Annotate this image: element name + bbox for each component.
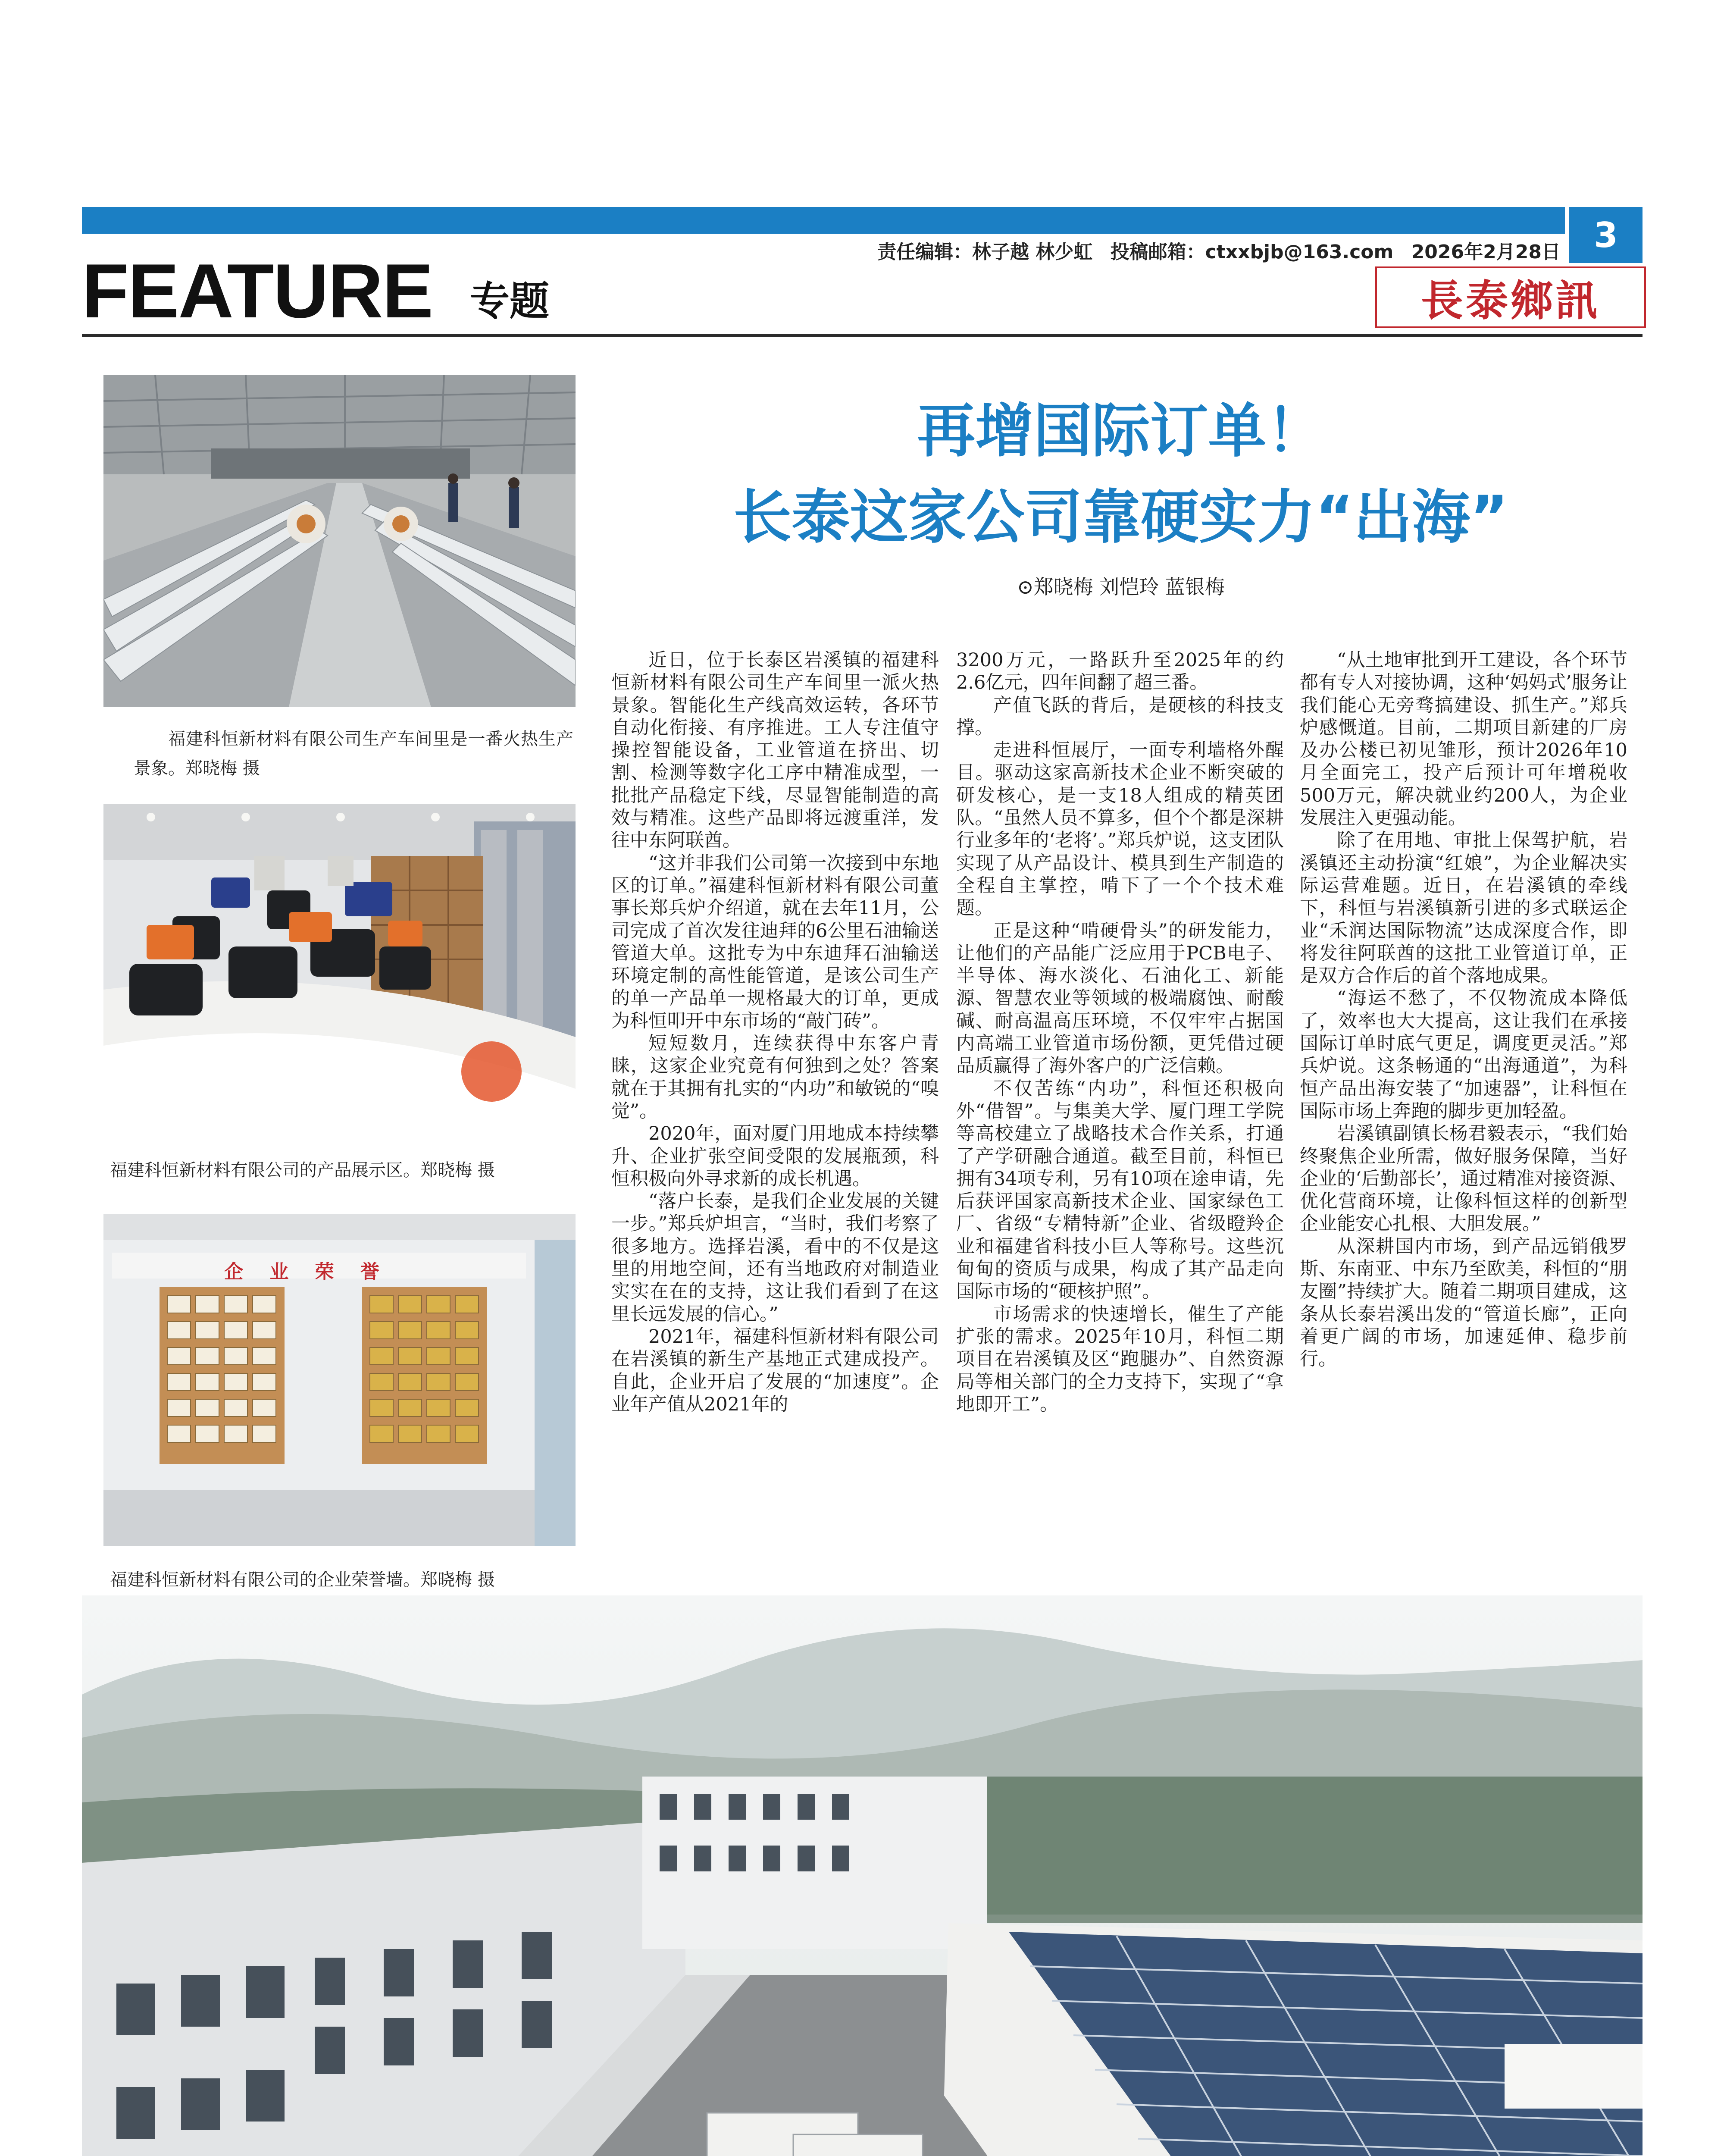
col3-paragraph: “海运不愁了，不仅物流成本降低了，效率也大大提高，这让我们在承接国际订单时底气更足，调度更灵活。”郑兵炉说。这条畅通的“出海通道”，为科恒产品出海安装了“加速器”，让科恒在国际市场上奔跑的脚步更加轻盈。 bbox=[1300, 987, 1627, 1122]
col3-paragraph: 岩溪镇副镇长杨君毅表示，“我们始终聚焦企业所需，做好服务保障，当好企业的‘后勤部长’，通过精准对接资源、优化营商环境，让像科恒这样的创新型企业能安心扎根、大胆发展。” bbox=[1300, 1123, 1627, 1235]
header-meta bbox=[819, 236, 1561, 262]
honor-wall-sign: 企 业 荣 誉 bbox=[224, 1261, 379, 1283]
submission-email[interactable]: 投稿邮箱：ctxxbjb@163.com bbox=[1110, 241, 1394, 263]
page-number: 3 bbox=[1569, 207, 1643, 263]
photo-product-display bbox=[103, 804, 576, 1136]
col1-paragraph: “落户长泰，是我们企业发展的关键一步。”郑兵炉坦言，“当时，我们考察了很多地方。选择岩溪，看中的不仅是这里的用地空间，还有当地政府对制造业实实在在的支持，这让我们看到了在这里长远发展的信心。” bbox=[611, 1191, 939, 1325]
article-column-3 bbox=[1300, 649, 1627, 1371]
section-title-en: FEATURE bbox=[82, 248, 433, 334]
col1-paragraph: 短短数月，连续获得中东客户青睐，这家企业究竟有何独到之处？答案就在于其拥有扎实的“内功”和敏锐的“嗅觉”。 bbox=[611, 1033, 939, 1122]
header-bar bbox=[82, 207, 1565, 234]
product-display-illustration bbox=[103, 804, 576, 1136]
col2-paragraph: 不仅苦练“内功”，科恒还积极向外“借智”。与集美大学、厦门理工学院等高校建立了战略技术合作关系，打通了产学研融合通道。截至目前，科恒已拥有34项专利，另有10项在途申请，先后获评国家高新技术企业、国家绿色工厂、省级“专精特新”企业、省级瞪羚企业和福建省科技小巨人等称号。这些沉甸甸的资质与成果，构成了其产品走向国际市场的“硬核护照”。 bbox=[956, 1078, 1284, 1303]
masthead-logo: 長泰鄉訊 bbox=[1375, 266, 1646, 328]
photo-workshop-caption: 福建科恒新材料有限公司生产车间里是一番火热生产景象。郑晓梅 摄 bbox=[134, 729, 573, 778]
col3-paragraph: 从深耕国内市场，到产品远销俄罗斯、东南亚、中东乃至欧美，科恒的“朋友圈”持续扩大。随着二期项目建成，这条从长泰岩溪出发的“管道长廊”，正向着更广阔的市场，加速延伸、稳步前行。 bbox=[1300, 1235, 1627, 1370]
photo-product-caption: 福建科恒新材料有限公司的产品展示区。郑晓梅 摄 bbox=[110, 1160, 495, 1180]
header-rule bbox=[82, 334, 1643, 337]
article-headline bbox=[604, 388, 1638, 561]
col3-paragraph: 除了在用地、审批上保驾护航，岩溪镇还主动扮演“红娘”，为企业解决实际运营难题。近日，在岩溪镇的牵线下，科恒与岩溪镇新引进的多式联运企业“禾润达国际物流”达成深度合作，即将发往阿联酋的这批工业管道订单，正是双方合作后的首个落地成果。 bbox=[1300, 830, 1627, 987]
headline-line-1: 再增国际订单！ bbox=[917, 397, 1325, 465]
aerial-illustration bbox=[82, 1595, 1643, 2156]
col2-paragraph: 正是这种“啃硬骨头”的研发能力，让他们的产品能广泛应用于PCB电子、半导体、海水淡化、石油化工、新能源、智慧农业等领域的极端腐蚀、耐酸碱、耐高温高压环境，不仅牢牢占据国内高端工业管道市场份额，更凭借过硬品质赢得了海外客户的广泛信赖。 bbox=[956, 920, 1284, 1077]
col1-paragraph: “这并非我们公司第一次接到中东地区的订单。”福建科恒新材料有限公司董事长郑兵炉介绍道，就在去年11月，公司完成了首次发往迪拜的6公里石油输送管道大单。这批专为中东迪拜石油输送环境定制的高性能管道，是该公司生产的单一产品单一规格最大的订单，更成为科恒叩开中东市场的“敲门砖”。 bbox=[611, 852, 939, 1032]
article-byline: ⊙郑晓梅 刘恺玲 蓝银梅 bbox=[1017, 575, 1225, 599]
col2-paragraph: 市场需求的快速增长，催生了产能扩张的需求。2025年10月，科恒二期项目在岩溪镇及区“跑腿办”、自然资源局等相关部门的全力支持下，实现了“拿地即开工”。 bbox=[956, 1303, 1284, 1415]
col1-paragraph: 近日，位于长泰区岩溪镇的福建科恒新材料有限公司生产车间里一派火热景象。智能化生产线高效运转，各环节自动化衔接、有序推进。工人专注值守操控智能设备，工业管道在挤出、切割、检测等数字化工序中精准成型，一批批产品稳定下线，尽显智能制造的高效与精准。这些产品即将远渡重洋，发往中东阿联酋。 bbox=[611, 649, 939, 852]
col2-paragraph: 3200万元，一路跃升至2025年的约2.6亿元，四年间翻了超三番。 bbox=[956, 649, 1284, 694]
issue-date: 2026年2月28日 bbox=[1411, 241, 1561, 263]
section-title-zh: 专题 bbox=[470, 278, 550, 324]
headline-line-2: 长泰这家公司靠硬实力“出海” bbox=[733, 483, 1508, 551]
workshop-illustration bbox=[103, 375, 576, 707]
photo-workshop bbox=[103, 375, 576, 707]
col3-paragraph: “从土地审批到开工建设，各个环节都有专人对接协调，这种‘妈妈式’服务让我们能心无旁骛搞建设、抓生产。”郑兵炉感慨道。目前，二期项目新建的厂房及办公楼已初见雏形，预计2026年10月全面完工，投产后预计可年增税收500万元，解决就业约200人，为企业发展注入更强动能。 bbox=[1300, 649, 1627, 829]
col2-paragraph: 产值飞跃的背后，是硬核的科技支撑。 bbox=[956, 694, 1284, 739]
article-column-1 bbox=[611, 649, 939, 1416]
editor-credit: 责任编辑：林子越 林少虹 bbox=[877, 241, 1093, 263]
photo-honor-caption: 福建科恒新材料有限公司的企业荣誉墙。郑晓梅 摄 bbox=[110, 1570, 495, 1590]
col1-paragraph: 2020年，面对厦门用地成本持续攀升、企业扩张空间受限的发展瓶颈，科恒积极向外寻求新的成长机遇。 bbox=[611, 1123, 939, 1190]
article-column-2 bbox=[956, 649, 1284, 1416]
col1-paragraph: 2021年，福建科恒新材料有限公司在岩溪镇的新生产基地正式建成投产。自此，企业开启了发展的“加速度”。企业年产值从2021年的 bbox=[611, 1326, 939, 1415]
col2-paragraph: 走进科恒展厅，一面专利墙格外醒目。驱动这家高新技术企业不断突破的研发核心，是一支18人组成的精英团队。“虽然人员不算多，但个个都是深耕行业多年的‘老将’。”郑兵炉说，这支团队实现了从产品设计、模具到生产制造的全程自主掌控，啃下了一个个技术难题。 bbox=[956, 740, 1284, 919]
photo-aerial bbox=[82, 1595, 1643, 2156]
